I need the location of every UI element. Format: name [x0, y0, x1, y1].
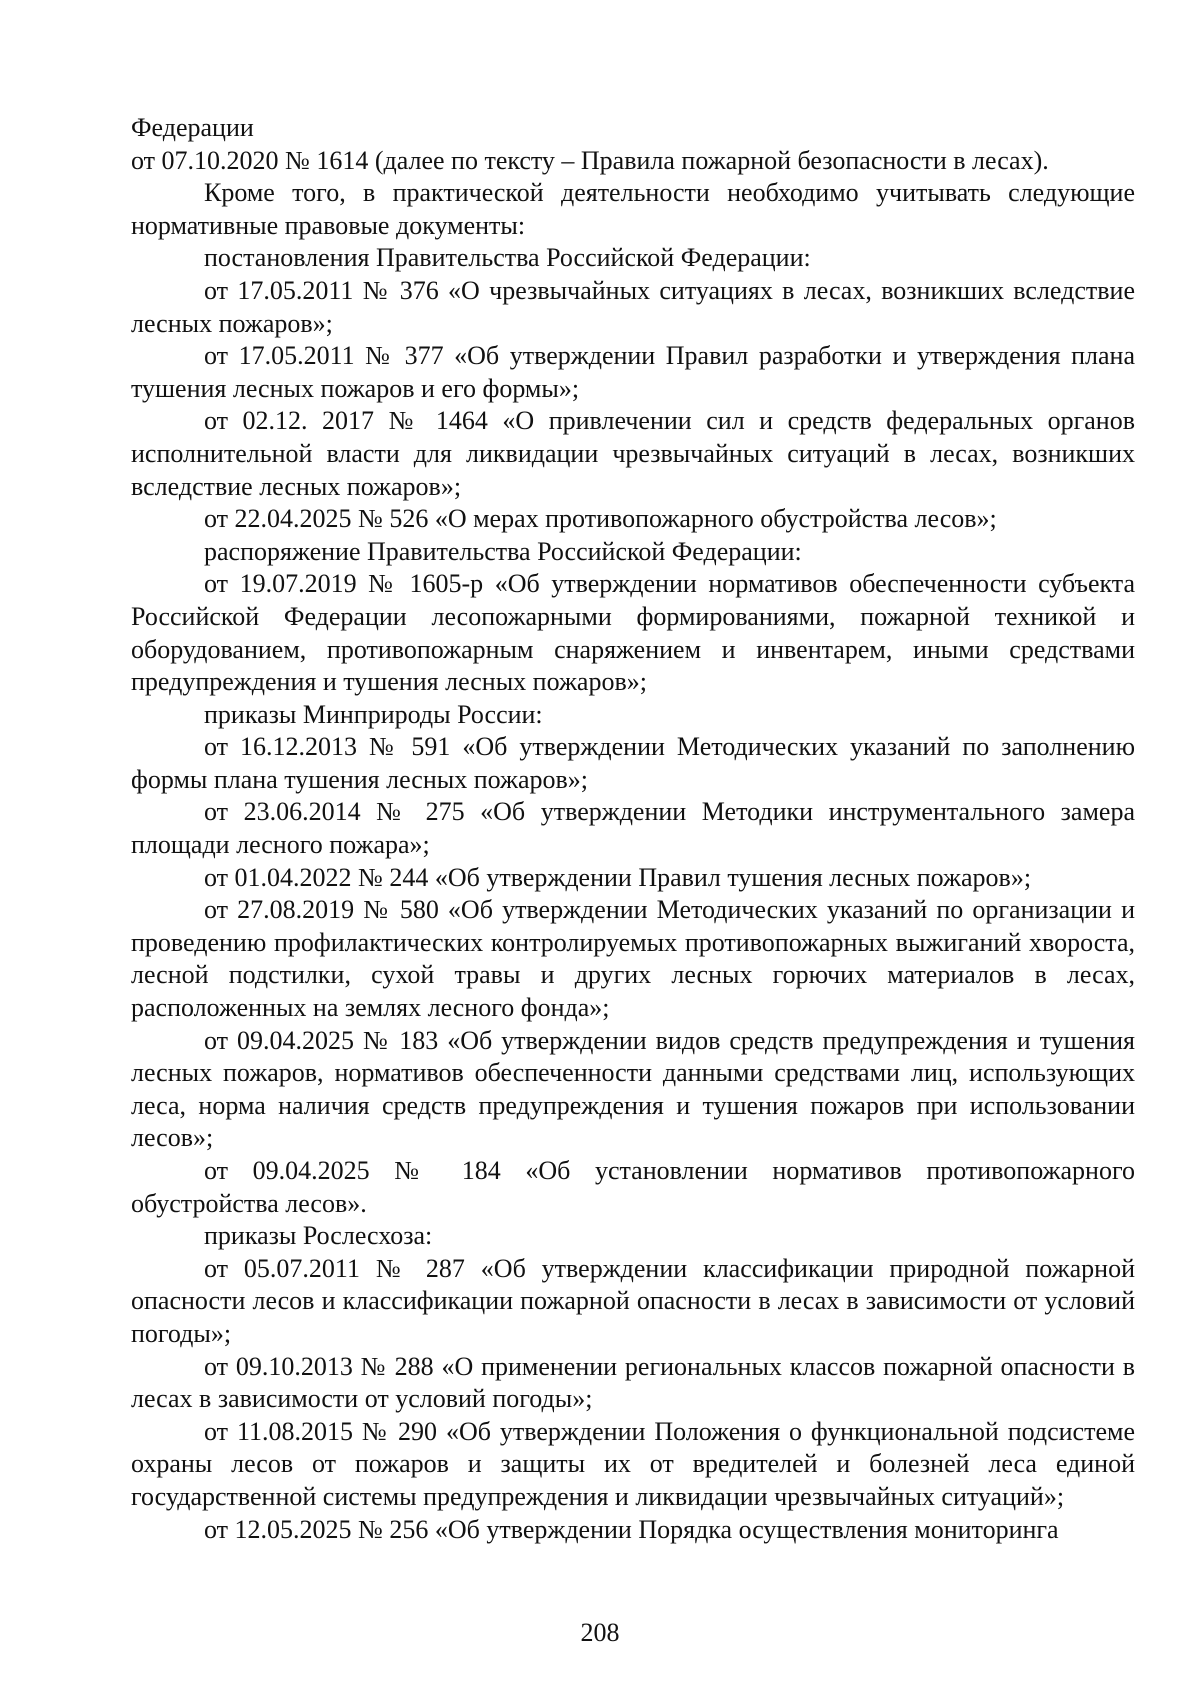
list-item-order-184: от 09.04.2025 № 184 «Об установлении нормативов противопожарного обустройства лесов». — [131, 1156, 1135, 1218]
list-item-resolution-376: от 17.05.2011 № 376 «О чрезвычайных ситуациях в лесах, возникших вследствие лесных пожаров»; — [131, 275, 1135, 338]
paragraph-intro-other-documents: Кроме того, в практической деятельности необходимо учитывать следующие нормативные правовые документы: — [131, 178, 1135, 240]
heading-minprirody-orders: приказы Минприроды России: — [204, 699, 543, 729]
list-item-resolution-526: от 22.04.2025 № 526 «О мерах противопожарного обустройства лесов»; — [204, 504, 997, 534]
list-item-resolution-377: от 17.05.2011 № 377 «Об утверждении Правил разработки и утверждения плана тушения лесных пожаров и его формы»; — [131, 341, 1135, 403]
list-item-order-287: от 05.07.2011 № 287 «Об утверждении классификации природной пожарной опасности лесов и классификации пожарной опасности в лесах в зависимости от условий погоды»; — [131, 1253, 1135, 1348]
list-item-order-290: от 11.08.2015 № 290 «Об утверждении Положения о функциональной подсистеме охраны лесов от пожаров и защиты их от вредителей и болезней леса единой государственной системы предупреждения и ликвидации чрезвычайных ситуаций»; — [131, 1416, 1135, 1511]
page-number: 208 — [580, 1618, 620, 1647]
heading-government-resolutions: постановления Правительства Российской Федерации: — [204, 243, 811, 273]
list-item-order-275: от 23.06.2014 № 275 «Об утверждении Методики инструментального замера площади лесного пожара»; — [131, 797, 1135, 860]
heading-rosleshoz-orders: приказы Рослесхоза: — [204, 1221, 433, 1251]
list-item-order-183: от 09.04.2025 № 183 «Об утверждении видов средств предупреждения и тушения лесных пожаров, нормативов обеспеченности данными средствами лиц, использующих леса, норма наличия средств предупреждения и тушения пожаров при использовании лесов»; — [131, 1025, 1135, 1153]
document-body — [131, 112, 1135, 1546]
paragraph-continuation-federation: Федерации — [131, 113, 254, 142]
heading-government-order: распоряжение Правительства Российской Федерации: — [204, 536, 802, 566]
list-item-order-580: от 27.08.2019 № 580 «Об утверждении Методических указаний по организации и проведению профилактических контролируемых противопожарных выжиганий хвороста, лесной подстилки, сухой травы и других лесных горючих материалов в лесах, расположенных на землях лесного фонда»; — [131, 895, 1135, 1023]
list-item-order-1605-r: от 19.07.2019 № 1605-р «Об утверждении нормативов обеспеченности субъекта Российской Федерации лесопожарными формированиями, пожарной техникой и оборудованием, противопожарным снаряжением и инвентарем, иными средствами предупреждения и тушения лесных пожаров»; — [131, 569, 1135, 697]
paragraph-fire-safety-rules-ref: от 07.10.2020 № 1614 (далее по тексту – Правила пожарной безопасности в лесах). — [131, 145, 1049, 175]
list-item-order-591: от 16.12.2013 № 591 «Об утверждении Методических указаний по заполнению формы плана тушения лесных пожаров»; — [131, 732, 1135, 794]
list-item-order-288: от 09.10.2013 № 288 «О применении региональных классов пожарной опасности в лесах в зависимости от условий погоды»; — [131, 1351, 1135, 1414]
list-item-order-244: от 01.04.2022 № 244 «Об утверждении Правил тушения лесных пожаров»; — [204, 862, 1032, 892]
list-item-resolution-1464: от 02.12. 2017 № 1464 «О привлечении сил и средств федеральных органов исполнительной власти для ликвидации чрезвычайных ситуаций в лесах, возникших вследствие лесных пожаров»; — [131, 406, 1135, 501]
list-item-order-256: от 12.05.2025 № 256 «Об утверждении Порядка осуществления мониторинга — [204, 1514, 1059, 1544]
